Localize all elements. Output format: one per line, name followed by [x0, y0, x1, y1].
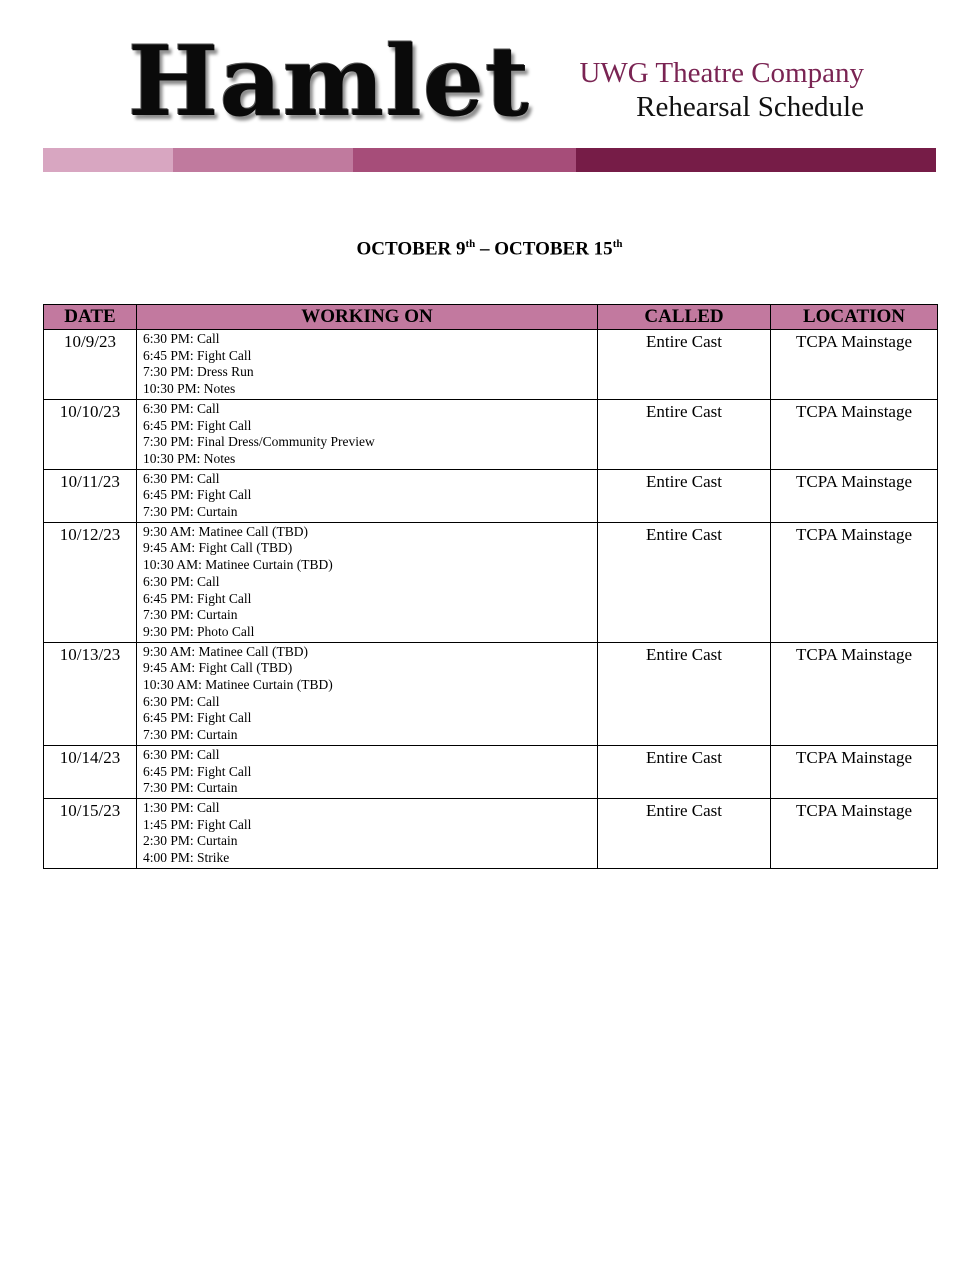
row-location: TCPA Mainstage — [771, 469, 938, 522]
column-header-called: CALLED — [598, 305, 771, 330]
schedule-line: 6:45 PM: Fight Call — [143, 710, 252, 726]
table-row — [44, 798, 938, 868]
schedule-line: 9:30 PM: Photo Call — [143, 623, 255, 639]
row-location: TCPA Mainstage — [771, 330, 938, 400]
week-separator: – — [475, 238, 495, 260]
column-header-date: DATE — [44, 305, 137, 330]
row-location: TCPA Mainstage — [771, 798, 938, 868]
column-header-working-on: WORKING ON — [137, 305, 598, 330]
row-location: TCPA Mainstage — [771, 522, 938, 642]
row-date: 10/13/23 — [44, 642, 137, 745]
row-called: Entire Cast — [598, 469, 771, 522]
schedule-line: 9:30 AM: Matinee Call (TBD) — [143, 523, 308, 539]
schedule-line: 6:45 PM: Fight Call — [143, 590, 252, 606]
schedule-line: 6:30 PM: Call — [143, 573, 220, 589]
schedule-line: 7:30 PM: Curtain — [143, 780, 238, 796]
row-called: Entire Cast — [598, 745, 771, 798]
row-called: Entire Cast — [598, 522, 771, 642]
hamlet-logo: Hamlet — [128, 25, 531, 138]
week-range-heading — [0, 238, 979, 260]
schedule-line: 10:30 PM: Notes — [143, 450, 236, 466]
row-date: 10/9/23 — [44, 330, 137, 400]
row-date: 10/11/23 — [44, 469, 137, 522]
row-location: TCPA Mainstage — [771, 642, 938, 745]
row-working-on — [137, 522, 598, 642]
week-start: OCTOBER 9 — [356, 238, 466, 260]
table-body — [44, 330, 938, 869]
schedule-line: 9:30 AM: Matinee Call (TBD) — [143, 643, 308, 659]
schedule-line: 7:30 PM: Final Dress/Community Preview — [143, 434, 375, 450]
row-called: Entire Cast — [598, 642, 771, 745]
schedule-line: 7:30 PM: Curtain — [143, 504, 238, 520]
band-segment-1 — [43, 148, 173, 172]
row-working-on — [137, 469, 598, 522]
row-called: Entire Cast — [598, 330, 771, 400]
schedule-line: 1:45 PM: Fight Call — [143, 816, 252, 832]
row-date: 10/10/23 — [44, 399, 137, 469]
schedule-line: 10:30 AM: Matinee Curtain (TBD) — [143, 677, 333, 693]
column-header-location: LOCATION — [771, 305, 938, 330]
week-end-suffix: th — [612, 238, 623, 250]
schedule-line: 6:30 PM: Call — [143, 400, 220, 416]
schedule-line: 6:45 PM: Fight Call — [143, 347, 252, 363]
band-segment-2 — [173, 148, 353, 172]
table-row — [44, 745, 938, 798]
schedule-line: 6:45 PM: Fight Call — [143, 763, 252, 779]
table-row — [44, 469, 938, 522]
table-row — [44, 399, 938, 469]
schedule-line: 7:30 PM: Curtain — [143, 607, 238, 623]
schedule-line: 1:30 PM: Call — [143, 799, 220, 815]
row-working-on — [137, 399, 598, 469]
schedule-line: 10:30 PM: Notes — [143, 381, 236, 397]
schedule-line: 6:45 PM: Fight Call — [143, 417, 252, 433]
schedule-line: 6:45 PM: Fight Call — [143, 487, 252, 503]
band-segment-3 — [353, 148, 576, 172]
band-segment-4 — [576, 148, 936, 172]
row-working-on — [137, 745, 598, 798]
schedule-line: 9:45 AM: Fight Call (TBD) — [143, 660, 293, 676]
color-band — [43, 148, 936, 172]
schedule-line: 6:30 PM: Call — [143, 746, 220, 762]
row-called: Entire Cast — [598, 399, 771, 469]
schedule-line: 4:00 PM: Strike — [143, 850, 230, 866]
row-date: 10/15/23 — [44, 798, 137, 868]
schedule-line: 2:30 PM: Curtain — [143, 833, 238, 849]
schedule-line: 10:30 AM: Matinee Curtain (TBD) — [143, 557, 333, 573]
schedule-line: 9:45 AM: Fight Call (TBD) — [143, 540, 293, 556]
organization-name: UWG Theatre Company — [579, 57, 864, 89]
row-working-on — [137, 798, 598, 868]
document-title: Rehearsal Schedule — [636, 91, 864, 123]
schedule-line: 7:30 PM: Dress Run — [143, 364, 254, 380]
table-row — [44, 330, 938, 400]
row-date: 10/12/23 — [44, 522, 137, 642]
schedule-line: 6:30 PM: Call — [143, 693, 220, 709]
row-date: 10/14/23 — [44, 745, 137, 798]
schedule-line: 7:30 PM: Curtain — [143, 727, 238, 743]
schedule-line: 6:30 PM: Call — [143, 331, 220, 346]
row-location: TCPA Mainstage — [771, 399, 938, 469]
schedule-table — [43, 304, 938, 869]
row-working-on — [137, 642, 598, 745]
row-location: TCPA Mainstage — [771, 745, 938, 798]
table-row — [44, 522, 938, 642]
table-row — [44, 642, 938, 745]
week-start-suffix: th — [465, 238, 476, 250]
row-called: Entire Cast — [598, 798, 771, 868]
week-end: OCTOBER 15 — [494, 238, 613, 260]
row-working-on — [137, 330, 598, 400]
table-header-row — [44, 305, 938, 330]
schedule-line: 6:30 PM: Call — [143, 470, 220, 486]
